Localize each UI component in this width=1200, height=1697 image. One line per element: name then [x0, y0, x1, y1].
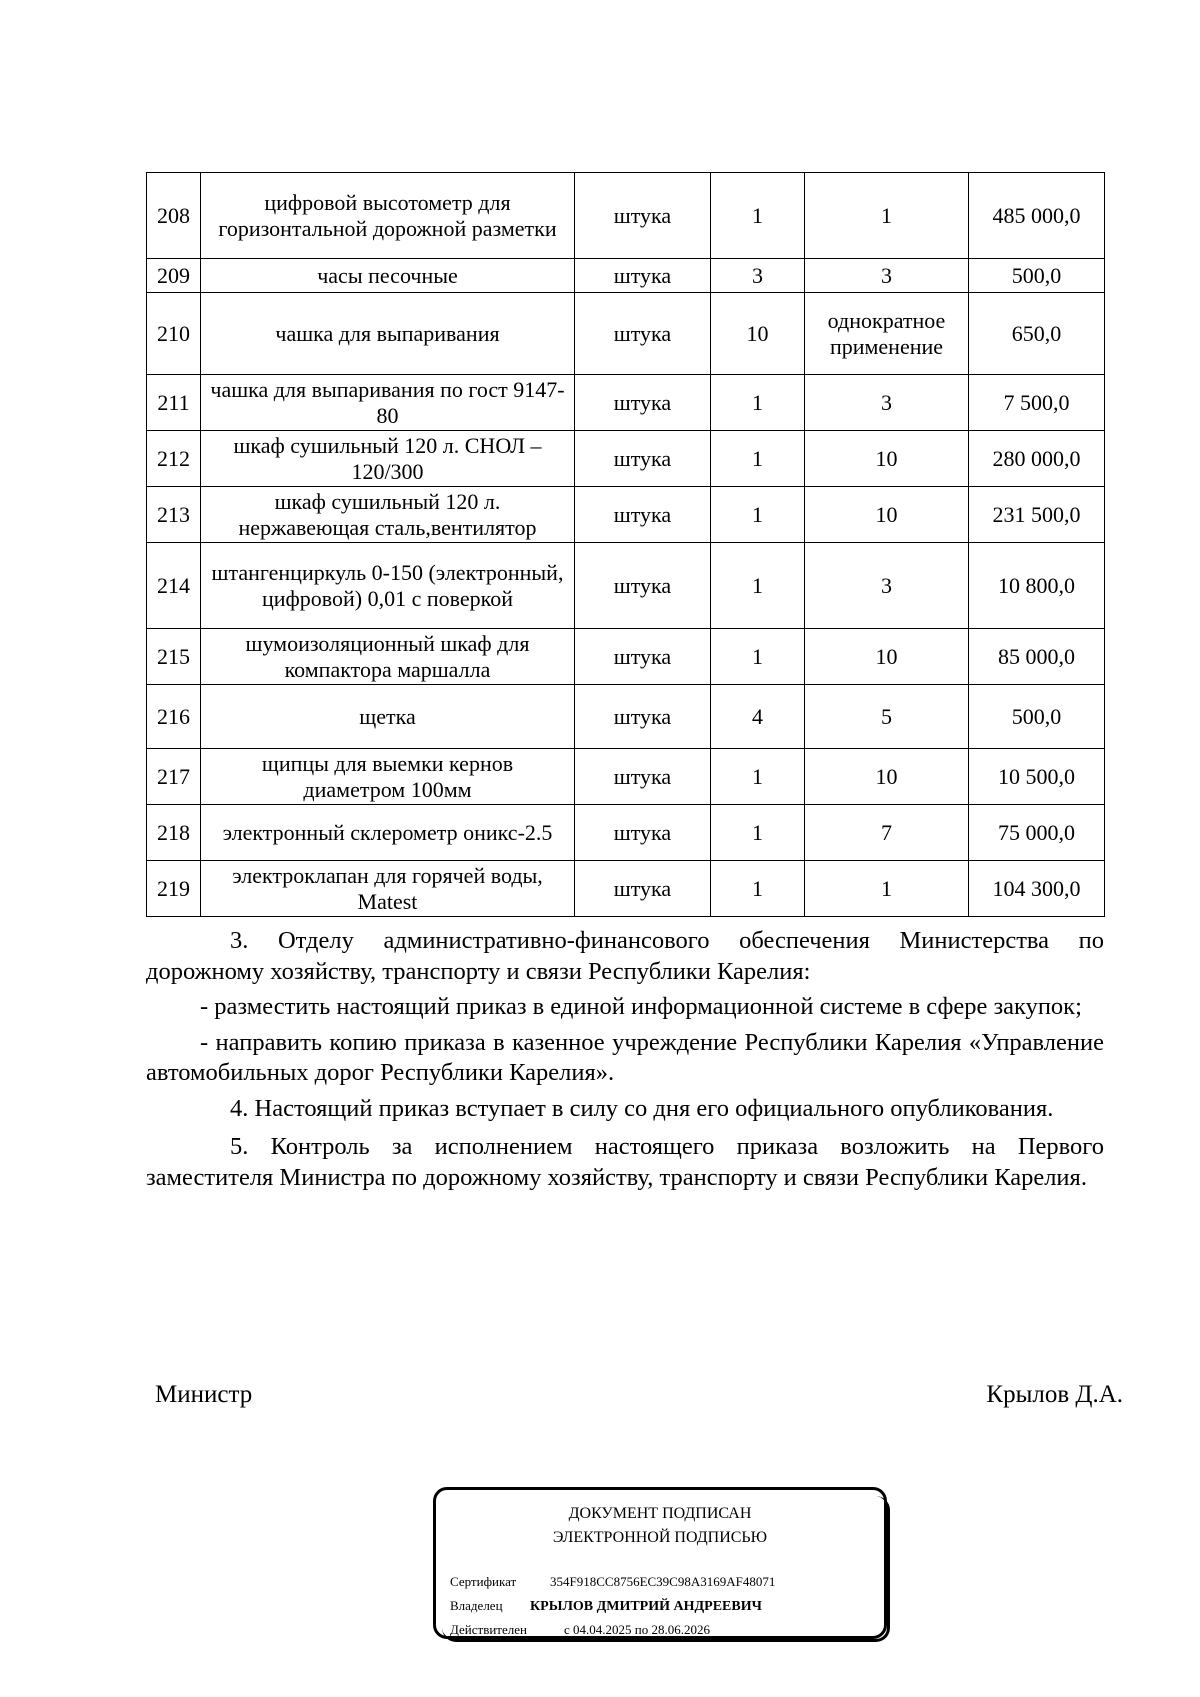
item-name: шкаф сушильный 120 л. нержавеющая сталь,вентилятор — [201, 487, 575, 543]
stamp-owner-value: КРЫЛОВ ДМИТРИЙ АНДРЕЕВИЧ — [530, 1599, 762, 1614]
item-name: цифровой высотометр для горизонтальной дорожной разметки — [201, 173, 575, 259]
item-service-period: 10 — [805, 487, 969, 543]
row-number: 212 — [147, 431, 201, 487]
table-row — [147, 805, 1105, 861]
item-price: 650,0 — [969, 293, 1105, 375]
row-number: 210 — [147, 293, 201, 375]
table-row — [147, 543, 1105, 629]
item-service-period: 5 — [805, 685, 969, 749]
stamp-owner-row — [450, 1598, 762, 1615]
item-unit: штука — [575, 375, 711, 431]
electronic-signature-stamp — [433, 1487, 887, 1639]
signatory-name: Крылов Д.А. — [986, 1381, 1123, 1408]
item-unit: штука — [575, 431, 711, 487]
item-unit: штука — [575, 487, 711, 543]
item-service-period: 3 — [805, 259, 969, 293]
item-quantity: 1 — [711, 749, 805, 805]
signature-line — [155, 1381, 1123, 1409]
item-price: 280 000,0 — [969, 431, 1105, 487]
row-number: 209 — [147, 259, 201, 293]
row-number: 213 — [147, 487, 201, 543]
item-unit: штука — [575, 861, 711, 917]
table-row — [147, 487, 1105, 543]
item-price: 500,0 — [969, 685, 1105, 749]
item-quantity: 1 — [711, 375, 805, 431]
item-name: электронный склерометр оникс-2.5 — [201, 805, 575, 861]
stamp-heading-line1: ДОКУМЕНТ ПОДПИСАН — [568, 1505, 752, 1522]
stamp-validity-row — [450, 1622, 710, 1638]
paragraph-3: 3. Отделу административно-финансового обеспечения Министерства по дорожному хозяйству, транспорту и связи Республики Карелия: — [146, 927, 1104, 985]
table-row — [147, 685, 1105, 749]
item-name: щипцы для выемки кернов диаметром 100мм — [201, 749, 575, 805]
paragraph-5: 5. Контроль за исполнением настоящего приказа возложить на Первого заместителя Министра по дорожному хозяйству, транспорту и связи Республики Карелия. — [146, 1133, 1104, 1191]
item-name: щетка — [201, 685, 575, 749]
paragraph-3a: - разместить настоящий приказ в единой информационной системе в сфере закупок; — [200, 993, 1082, 1020]
table-row — [147, 431, 1105, 487]
item-quantity: 4 — [711, 685, 805, 749]
item-unit: штука — [575, 749, 711, 805]
stamp-certificate-value: 354F918CC8756EC39C98A3169AF48071 — [550, 1574, 776, 1589]
item-service-period: 1 — [805, 173, 969, 259]
signatory-position: Министр — [155, 1381, 253, 1408]
table-row — [147, 173, 1105, 259]
paragraph-3b: - направить копию приказа в казенное учреждение Республики Карелия «Управление автомобильных дорог Республики Карелия». — [146, 1028, 1104, 1086]
stamp-heading-line2: ЭЛЕКТРОННОЙ ПОДПИСЬЮ — [552, 1529, 768, 1546]
row-number: 216 — [147, 685, 201, 749]
item-service-period: 10 — [805, 749, 969, 805]
item-name: чашка для выпаривания — [201, 293, 575, 375]
item-name: штангенциркуль 0-150 (электронный, цифровой) 0,01 с поверкой — [201, 543, 575, 629]
item-price: 500,0 — [969, 259, 1105, 293]
table-row — [147, 375, 1105, 431]
item-price: 75 000,0 — [969, 805, 1105, 861]
equipment-table-body — [147, 173, 1105, 917]
paragraph-4: 4. Настоящий приказ вступает в силу со дня его официального опубликования. — [230, 1094, 1054, 1122]
table-row — [147, 629, 1105, 685]
order-body-text — [146, 926, 1104, 1193]
row-number: 208 — [147, 173, 201, 259]
item-unit: штука — [575, 685, 711, 749]
item-price: 104 300,0 — [969, 861, 1105, 917]
item-quantity: 1 — [711, 173, 805, 259]
stamp-owner-label: Владелец — [450, 1598, 503, 1613]
row-number: 211 — [147, 375, 201, 431]
item-unit: штука — [575, 543, 711, 629]
item-unit: штука — [575, 805, 711, 861]
item-unit: штука — [575, 173, 711, 259]
item-quantity: 1 — [711, 861, 805, 917]
row-number: 217 — [147, 749, 201, 805]
row-number: 215 — [147, 629, 201, 685]
table-row — [147, 861, 1105, 917]
table-row — [147, 293, 1105, 375]
stamp-certificate-label: Сертификат — [450, 1574, 517, 1589]
row-number: 214 — [147, 543, 201, 629]
item-price: 10 800,0 — [969, 543, 1105, 629]
item-name: чашка для выпаривания по гост 9147-80 — [201, 375, 575, 431]
item-name: электроклапан для горячей воды, Matest — [201, 861, 575, 917]
item-quantity: 3 — [711, 259, 805, 293]
stamp-validity-label: Действителен — [450, 1622, 527, 1637]
item-price: 231 500,0 — [969, 487, 1105, 543]
item-price: 7 500,0 — [969, 375, 1105, 431]
item-quantity: 10 — [711, 293, 805, 375]
table-row — [147, 749, 1105, 805]
row-number: 219 — [147, 861, 201, 917]
item-price: 485 000,0 — [969, 173, 1105, 259]
item-quantity: 1 — [711, 805, 805, 861]
equipment-table — [146, 172, 1105, 917]
stamp-validity-value: с 04.04.2025 по 28.06.2026 — [564, 1622, 710, 1637]
stamp-certificate-row — [450, 1574, 775, 1590]
item-unit: штука — [575, 293, 711, 375]
item-service-period: 7 — [805, 805, 969, 861]
item-price: 85 000,0 — [969, 629, 1105, 685]
row-number: 218 — [147, 805, 201, 861]
item-quantity: 1 — [711, 543, 805, 629]
item-quantity: 1 — [711, 431, 805, 487]
stamp-heading — [436, 1502, 884, 1550]
item-price: 10 500,0 — [969, 749, 1105, 805]
item-service-period: 3 — [805, 375, 969, 431]
item-unit: штука — [575, 259, 711, 293]
item-name: шумоизоляционный шкаф для компактора маршалла — [201, 629, 575, 685]
item-name: часы песочные — [201, 259, 575, 293]
item-service-period: однократное применение — [805, 293, 969, 375]
item-service-period: 10 — [805, 629, 969, 685]
item-service-period: 1 — [805, 861, 969, 917]
item-name: шкаф сушильный 120 л. СНОЛ – 120/300 — [201, 431, 575, 487]
table-row — [147, 259, 1105, 293]
item-unit: штука — [575, 629, 711, 685]
item-quantity: 1 — [711, 487, 805, 543]
item-service-period: 3 — [805, 543, 969, 629]
item-service-period: 10 — [805, 431, 969, 487]
item-quantity: 1 — [711, 629, 805, 685]
